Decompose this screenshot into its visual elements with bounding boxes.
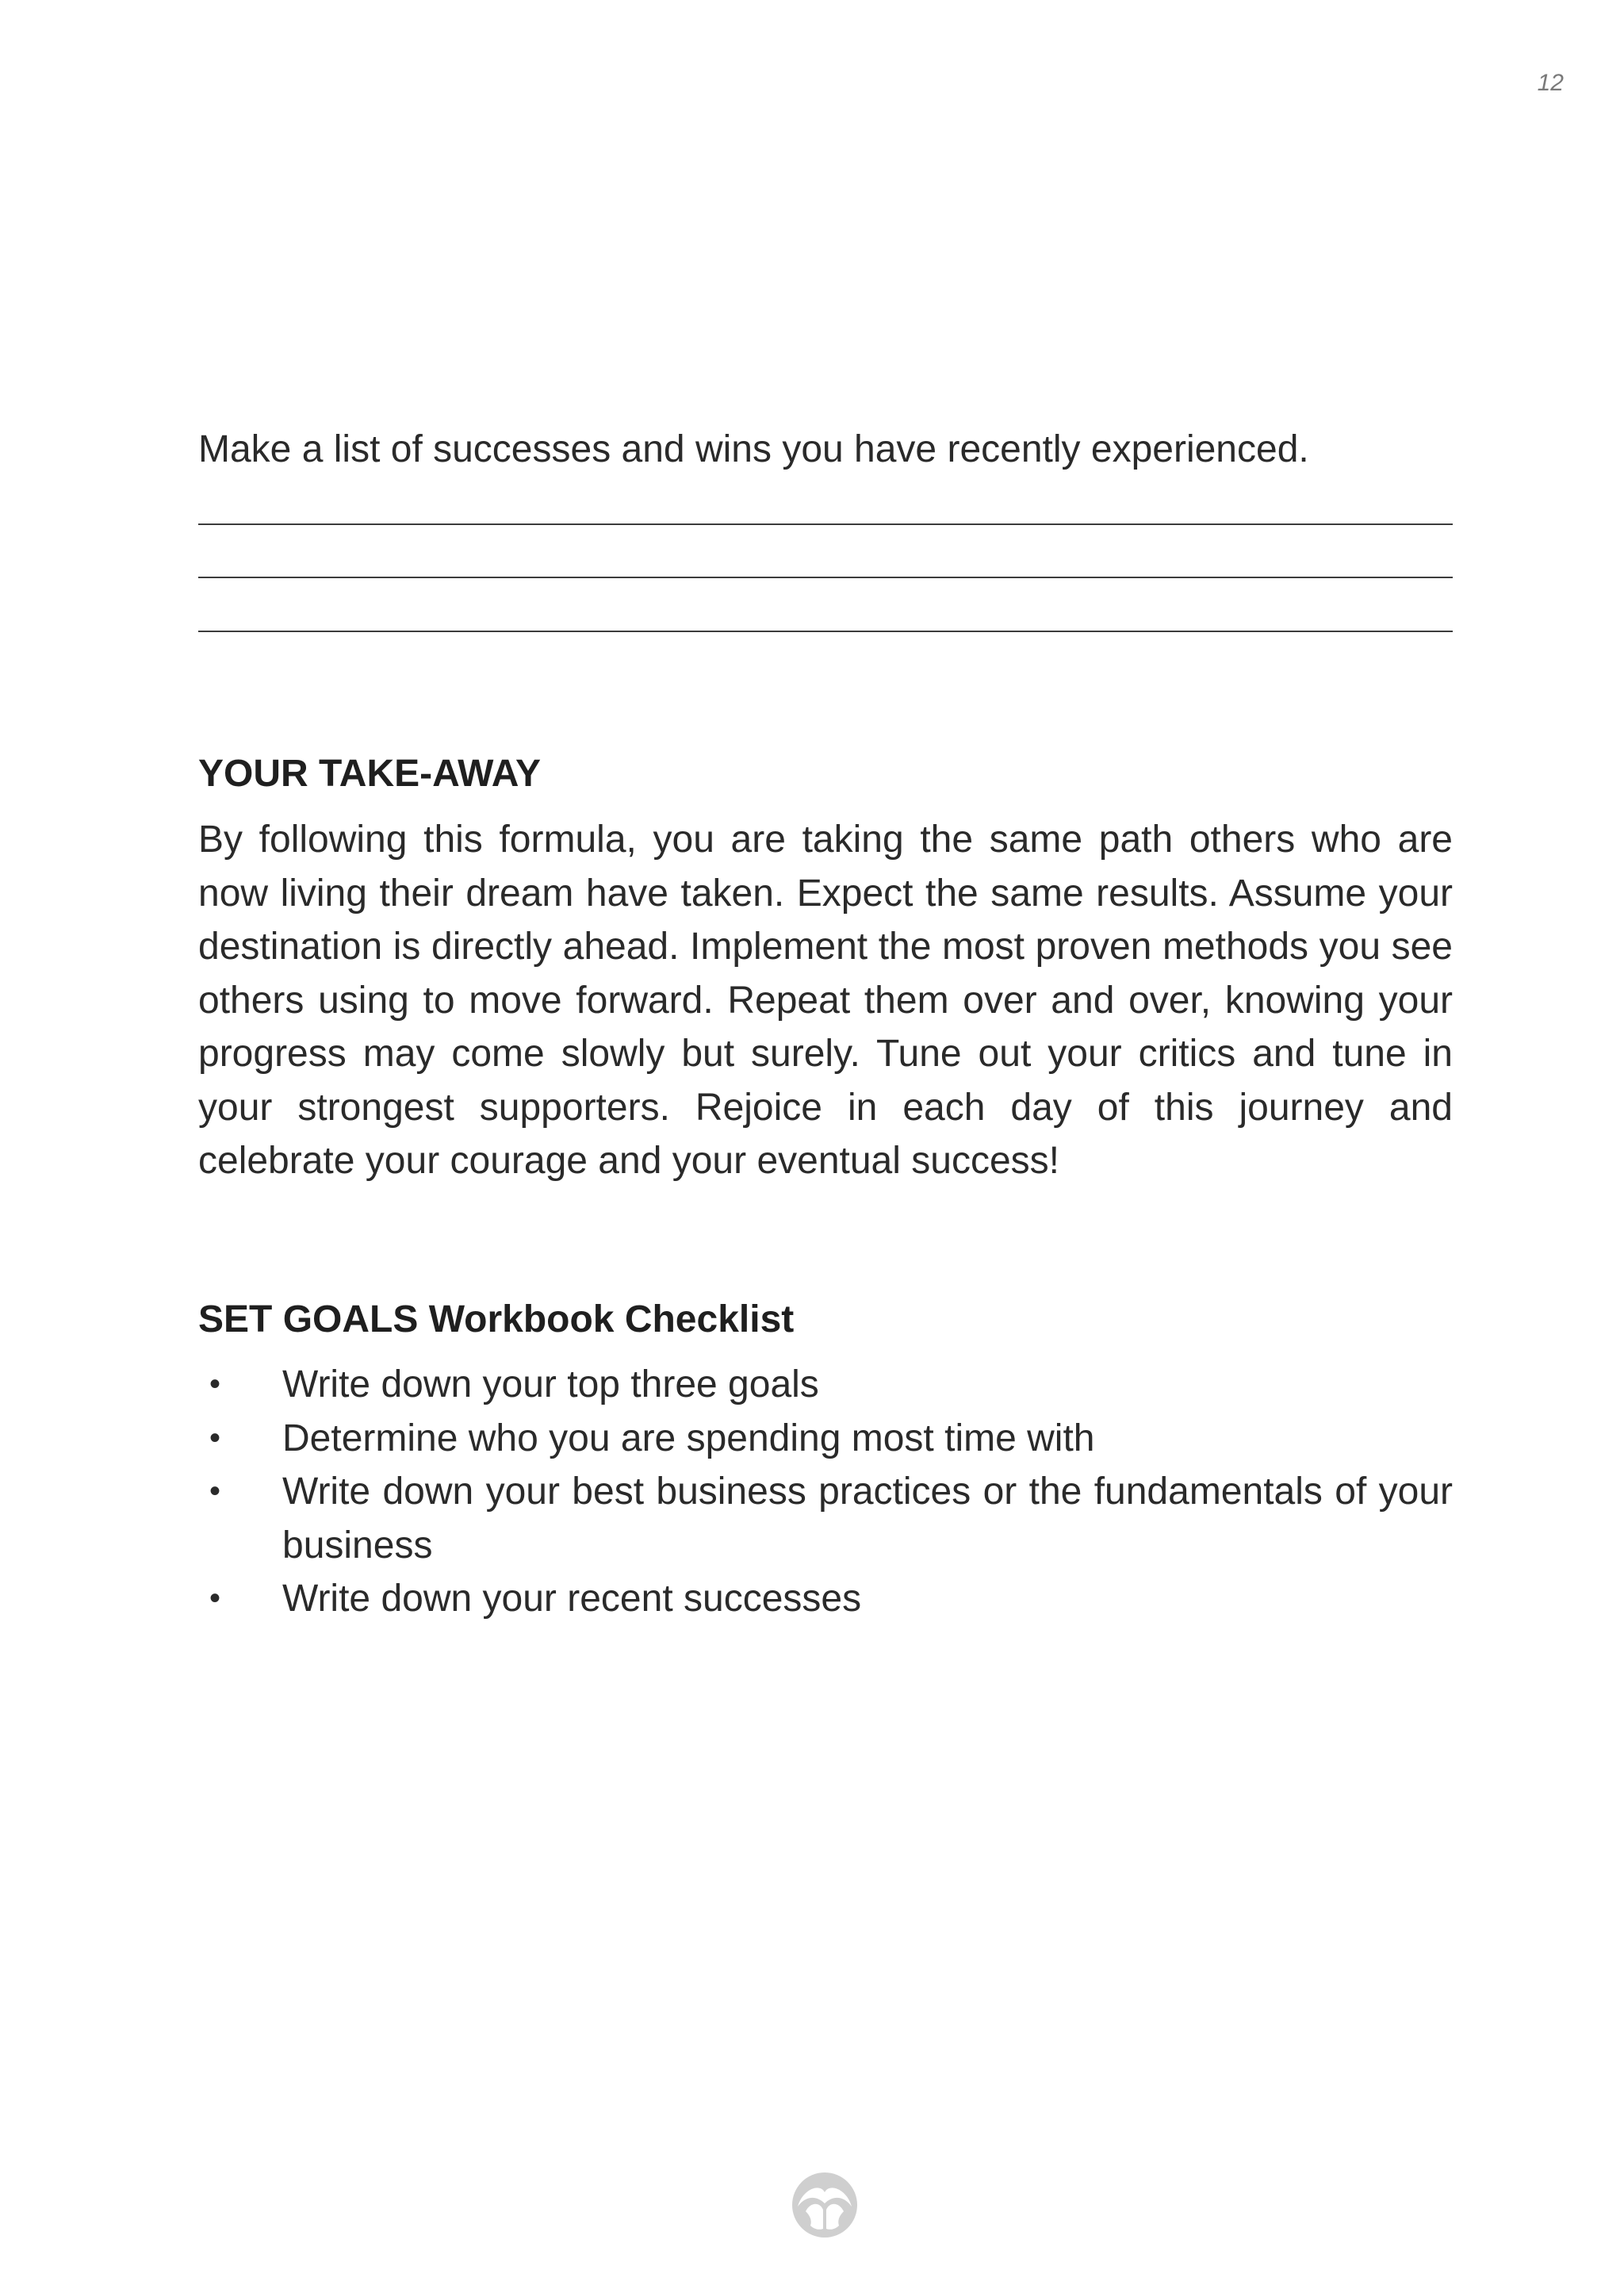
answer-line-1[interactable]	[198, 523, 1453, 525]
answer-line-3[interactable]	[198, 631, 1453, 632]
checklist-item	[198, 1572, 1453, 1626]
answer-line-2[interactable]	[198, 577, 1453, 578]
bullet-icon: •	[209, 1581, 221, 1616]
checklist-item-text: Determine who you are spending most time with	[282, 1417, 1095, 1459]
checklist-item	[198, 1465, 1453, 1572]
checklist-item-text: Write down your best business practices or the fundamentals of your business	[282, 1471, 1453, 1566]
checklist-item	[198, 1358, 1453, 1412]
takeaway-heading: YOUR TAKE-AWAY	[198, 753, 542, 795]
bullet-icon: •	[209, 1367, 221, 1402]
checklist	[198, 1358, 1453, 1626]
checklist-item-text: Write down your recent successes	[282, 1578, 862, 1620]
checklist-item	[198, 1412, 1453, 1466]
checklist-heading: SET GOALS Workbook Checklist	[198, 1298, 795, 1340]
writing-prompt: Make a list of successes and wins you have recently experienced.	[198, 428, 1309, 470]
checklist-item-text: Write down your top three goals	[282, 1363, 819, 1405]
takeaway-paragraph: By following this formula, you are taking the same path others who are now living their dream have taken. Expect the same results. Assume your destination is directly ahead. Implement the most proven methods you see others using to move forward. Repeat them over and over, knowing your progress may come slowly but surely. Tune out your critics and tune in your strongest supporters. Rejoice in each day of this journey and celebrate your courage and your eventual success!	[198, 819, 1453, 1182]
bullet-icon: •	[209, 1420, 221, 1455]
page-number: 12	[1537, 70, 1564, 96]
company-logo-icon	[791, 2172, 858, 2238]
bullet-icon: •	[209, 1474, 221, 1509]
